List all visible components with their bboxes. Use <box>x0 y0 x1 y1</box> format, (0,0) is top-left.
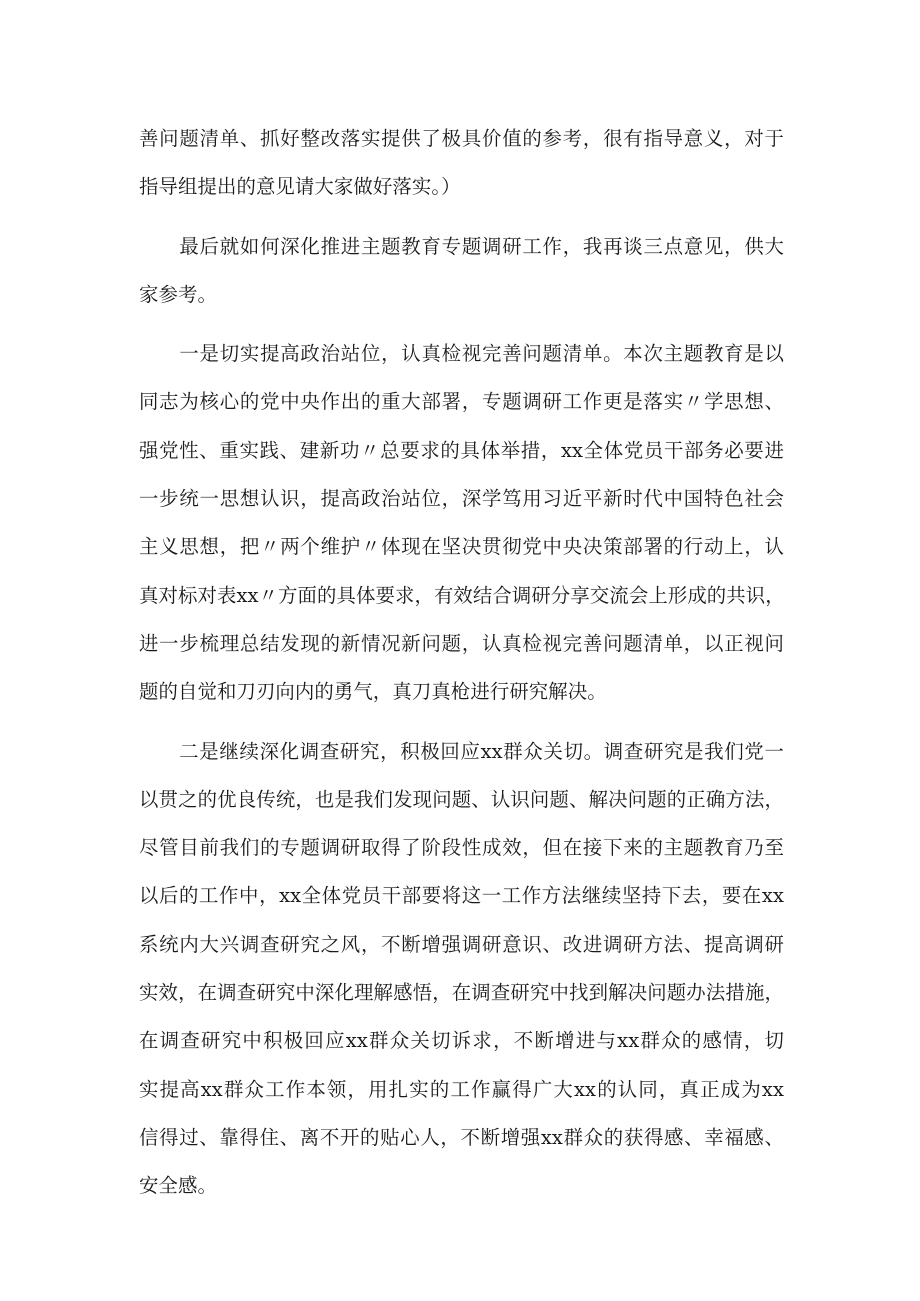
text-line: 尽管目前我们的专题调研取得了阶段性成效，但在接下来的主题教育乃至 <box>139 836 784 860</box>
text-line: 以后的工作中，xx全体党员干部要将这一工作方法继续坚持下去，要在xx <box>139 884 784 908</box>
text-line: 家参考。 <box>139 282 217 306</box>
text-line: 实提高xx群众工作本领，用扎实的工作赢得广大xx的认同，真正成为xx <box>139 1077 784 1101</box>
text-line: 安全感。 <box>139 1174 217 1198</box>
document-body <box>139 115 784 1222</box>
text-line: 系统内大兴调查研究之风，不断增强调研意识、改进调研方法、提高调研 <box>139 932 784 956</box>
text-line: 一步统一思想认识，提高政治站位，深学笃用习近平新时代中国特色社会 <box>139 487 784 511</box>
text-line: 二是继续深化调查研究，积极回应xx群众关切。调查研究是我们党一 <box>139 739 784 763</box>
text-line: 最后就如何深化推进主题教育专题调研工作，我再谈三点意见，供大 <box>139 234 784 258</box>
text-line: 一是切实提高政治站位，认真检视完善问题清单。本次主题教育是以 <box>139 342 784 366</box>
text-line: 同志为核心的党中央作出的重大部署，专题调研工作更是落实〃学思想、 <box>139 390 784 414</box>
text-line: 以贯之的优良传统，也是我们发现问题、认识问题、解决问题的正确方法， <box>139 787 784 811</box>
paragraph-point-one <box>139 330 784 716</box>
text-line: 善问题清单、抓好整改落实提供了极具价值的参考，很有指导意义，对于 <box>139 127 784 150</box>
text-line: 在调查研究中积极回应xx群众关切诉求，不断增进与xx群众的感情，切 <box>139 1029 784 1053</box>
text-line: 真对标对表xx〃方面的具体要求，有效结合调研分享交流会上形成的共识， <box>139 583 785 607</box>
text-line: 强党性、重实践、建新功〃总要求的具体举措，xx全体党员干部务必要进 <box>139 438 784 462</box>
text-line: 主义思想，把〃两个维护〃体现在坚决贯彻党中央决策部署的行动上，认 <box>139 535 784 559</box>
paragraph-continuation <box>139 115 784 212</box>
text-line: 进一步梳理总结发现的新情况新问题，认真检视完善问题清单，以正视问 <box>139 631 784 655</box>
paragraph-intro <box>139 223 784 320</box>
paragraph-point-two <box>139 728 784 1211</box>
text-line: 题的自觉和刀刃向内的勇气，真刀真枪进行研究解决。 <box>139 680 607 704</box>
text-line: 指导组提出的意见请大家做好落实。） <box>139 175 461 199</box>
text-line: 信得过、靠得住、离不开的贴心人，不断增强xx群众的获得感、幸福感、 <box>139 1125 784 1149</box>
text-line: 实效，在调查研究中深化理解感悟，在调查研究中找到解决问题办法措施， <box>139 981 784 1005</box>
